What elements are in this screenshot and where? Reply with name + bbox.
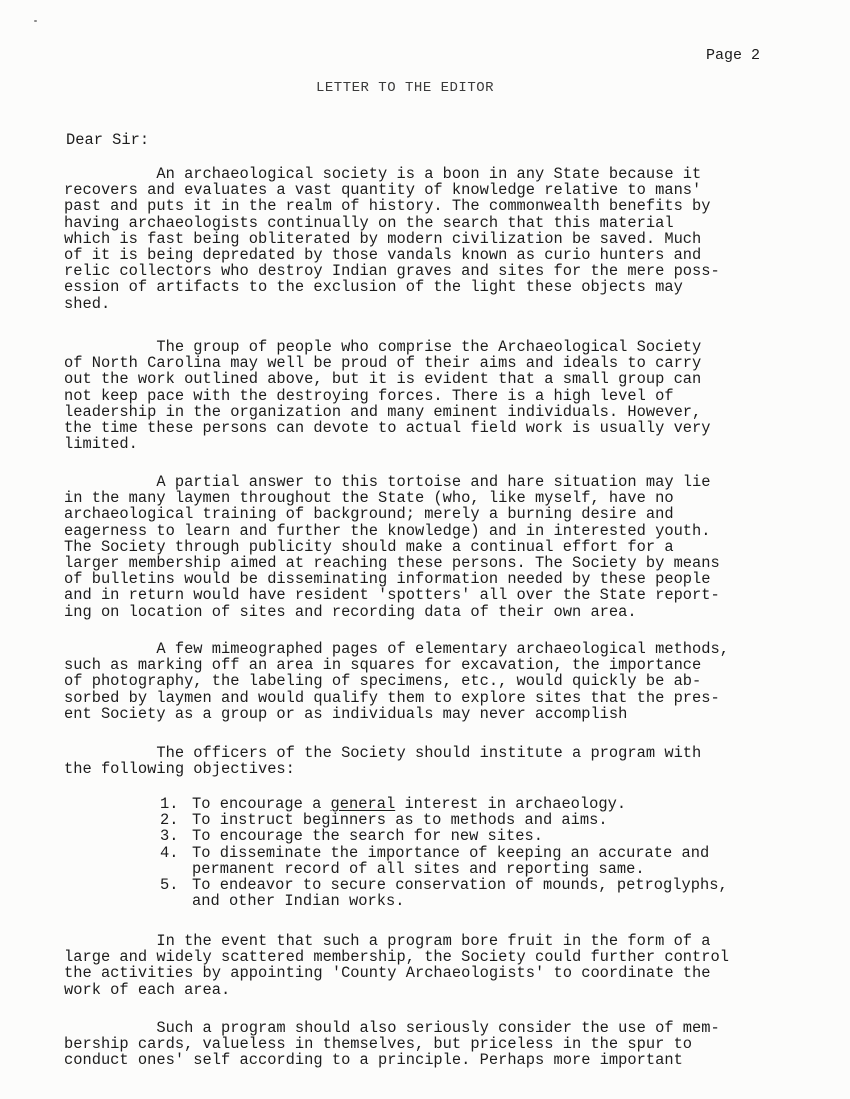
paragraph-officers: The officers of the Society should institute a program with the following objectives: xyxy=(64,744,702,779)
objective-text xyxy=(192,796,626,812)
paragraph-mimeographed: A few mimeographed pages of elementary archaeological methods, such as marking off an area in squares for excavation, the importance of photography, the labeling of specimens, etc., would quickly be ab- sorbed by laymen and would qualify them to explore sites that the pres- ent Society as a group or as individuals may never accomplish xyxy=(64,640,729,723)
objective-item xyxy=(160,877,728,909)
paragraph-membership-cards: Such a program should also seriously consider the use of mem- bership cards, valueless in themselves, but priceless in the spur to conduct ones' self according to a principle. Perhaps more important xyxy=(64,1019,720,1070)
objective-text: To disseminate the importance of keeping an accurate and permanent record of all sites and reporting same. xyxy=(192,843,710,878)
paragraph-tortoise-hare: A partial answer to this tortoise and hare situation may lie in the many laymen throughout the State (who, like myself, have no archaeological training of background; merely a burning desire and eagerness to learn and further the knowledge) and in interested youth. The Society through publicity should make a continual effort for a larger membership aimed at reaching these persons. The Society by means of bulletins would be disseminating information needed by these people and in return would have resident 'spotters' all over the State report- ing on location of sites and recording data of their own area. xyxy=(64,473,720,621)
objective-number: 2. xyxy=(160,811,179,830)
objectives-list xyxy=(160,796,728,909)
objective-text-end: interest in archaeology. xyxy=(395,795,627,813)
objective-number: 3. xyxy=(160,827,179,846)
paragraph-society: The group of people who comprise the Archaeological Society of North Carolina may well be proud of their aims and ideals to carry out the work outlined above, but it is evident that a small group can not keep pace with the destroying forces. There is a high level of leadership in the organization and many eminent individuals. However, the time these persons can devote to actual field work is usually very limited. xyxy=(64,338,711,454)
objective-item xyxy=(160,828,728,844)
objective-number: 1. xyxy=(160,795,179,813)
document-title: LETTER TO THE EDITOR xyxy=(316,80,495,96)
objective-number: 4. xyxy=(160,843,179,862)
objective-text-start: To encourage a xyxy=(192,795,331,813)
objective-number: 5. xyxy=(160,876,179,895)
objective-text: To instruct beginners as to methods and aims. xyxy=(192,811,608,830)
objective-item xyxy=(160,845,728,877)
underlined-word: general xyxy=(330,795,396,813)
objective-text: To encourage the search for new sites. xyxy=(192,827,543,846)
paper-speck xyxy=(34,20,37,22)
objective-text: To endeavor to secure conservation of mounds, petroglyphs, and other Indian works. xyxy=(192,876,728,911)
objective-item xyxy=(160,812,728,828)
paragraph-county-archaeologists: In the event that such a program bore fruit in the form of a large and widely scattered membership, the Society could further control the activities by appointing 'County Archaeologists' to coordinate the work of each area. xyxy=(64,932,729,999)
objective-item xyxy=(160,796,728,812)
paragraph-intro: An archaeological society is a boon in any State because it recovers and evaluates a vast quantity of knowledge relative to mans' past and puts it in the realm of history. The commonwealth benefits by having archaeologists continually on the search that this material which is fast being obliterated by modern civilization be saved. Much of it is being depredated by those vandals known as curio hunters and relic collectors who destroy Indian graves and sites for the mere poss- ession of artifacts to the exclusion of the light these objects may shed. xyxy=(64,165,720,313)
page-number: Page 2 xyxy=(706,47,761,64)
salutation: Dear Sir: xyxy=(66,131,150,149)
